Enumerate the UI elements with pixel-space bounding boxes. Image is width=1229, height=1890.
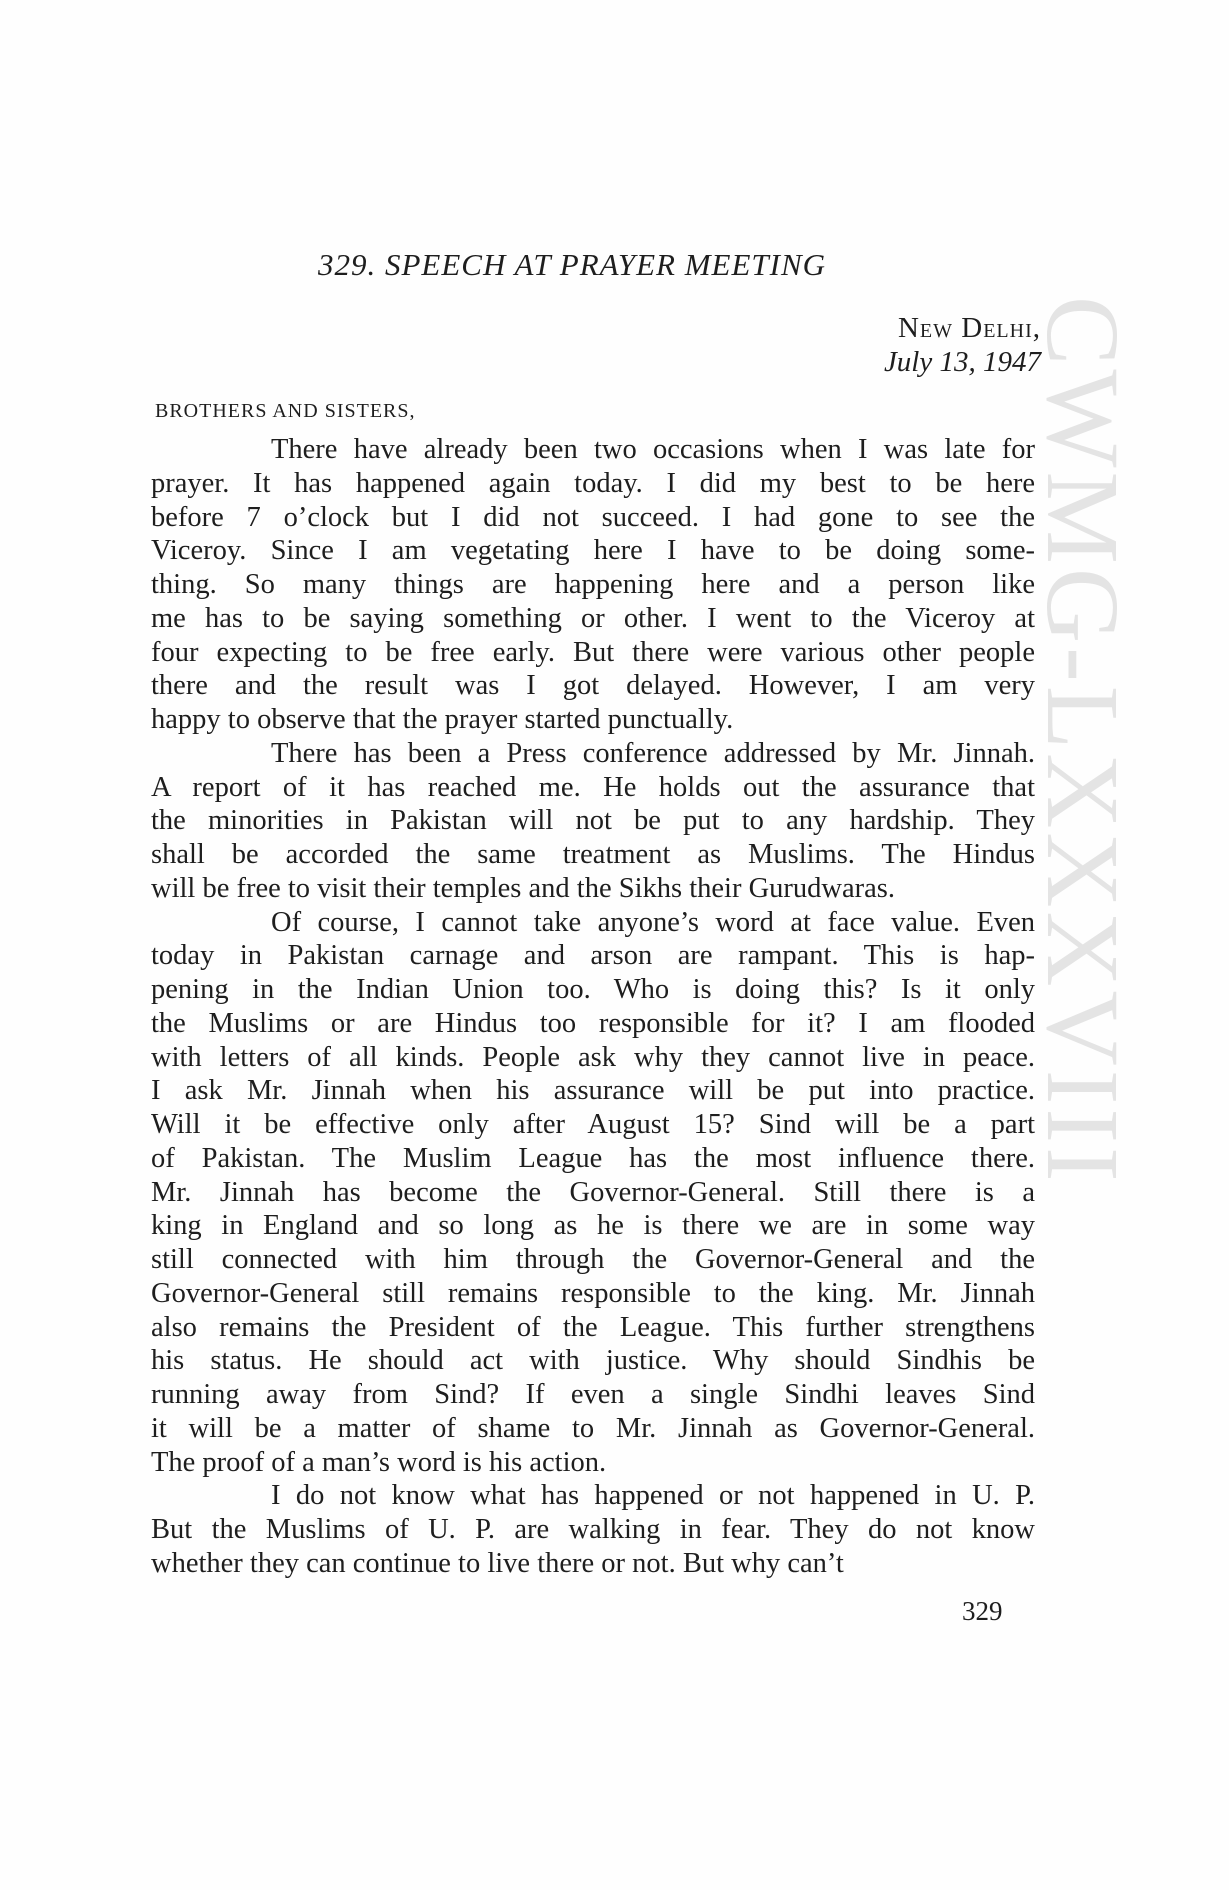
text-line: prayer. It has happened again today. I did my best to be here <box>151 467 1035 499</box>
place-line: New Delhi, <box>897 312 1041 344</box>
paragraph <box>151 906 1035 1480</box>
text-line: pening in the Indian Union too. Who is doing this? Is it only <box>151 974 1035 1005</box>
text-line: Will it be effective only after August 15? Sind will be a part <box>151 1109 1035 1140</box>
page-number: 329 <box>962 1596 1003 1626</box>
text-line: will be free to visit their temples and the Sikhs their Gurudwaras. <box>151 872 895 904</box>
text-line: today in Pakistan carnage and arson are rampant. This is hap- <box>151 940 1035 972</box>
watermark: CWMG-LXXXVIII <box>1025 296 1140 1186</box>
text-line: The proof of a man’s word is his action. <box>151 1446 607 1478</box>
text-line: it will be a matter of shame to Mr. Jinnah as Governor-General. <box>151 1412 1035 1444</box>
salutation: BROTHERS AND SISTERS, <box>155 400 416 422</box>
text-line: still connected with him through the Governor-General and the <box>151 1244 1035 1275</box>
text-line: his status. He should act with justice. Why should Sindhis be <box>151 1345 1035 1377</box>
text-line: thing. So many things are happening here and a person like <box>151 569 1035 600</box>
text-line: But the Muslims of U. P. are walking in fear. They do not know <box>151 1514 1035 1545</box>
text-line: before 7 o’clock but I did not succeed. I had gone to see the <box>151 501 1035 533</box>
paragraph <box>151 737 1035 906</box>
text-line: also remains the President of the League. This further strengthens <box>151 1311 1035 1343</box>
text-line: of Pakistan. The Muslim League has the most influence there. <box>151 1142 1035 1174</box>
text-line: the Muslims or are Hindus too responsible for it? I am flooded <box>151 1007 1035 1039</box>
text-line: happy to observe that the prayer started punctually. <box>151 704 734 735</box>
paragraph <box>151 433 1035 737</box>
text-line: Mr. Jinnah has become the Governor-General. Still there is a <box>151 1176 1035 1208</box>
paragraph <box>151 1479 1035 1580</box>
text-line: four expecting to be free early. But there were various other people <box>151 636 1035 668</box>
date-line: July 13, 1947 <box>883 346 1041 378</box>
text-line: A report of it has reached me. He holds out the assurance that <box>151 771 1035 803</box>
text-line: with letters of all kinds. People ask why they cannot live in peace. <box>151 1041 1035 1073</box>
speech-body <box>151 433 1035 1581</box>
text-line: Governor-General still remains responsible to the king. Mr. Jinnah <box>151 1277 1035 1309</box>
text-line: me has to be saying something or other. I went to the Viceroy at <box>151 602 1035 634</box>
text-line: There has been a Press conference addressed by Mr. Jinnah. <box>271 737 1035 769</box>
text-line: I do not know what has happened or not happened in U. P. <box>271 1480 1035 1512</box>
page-title: 329. SPEECH AT PRAYER MEETING <box>318 247 827 282</box>
text-line: shall be accorded the same treatment as Muslims. The Hindus <box>151 839 1035 870</box>
text-line: Viceroy. Since I am vegetating here I have to be doing some- <box>151 535 1035 567</box>
text-line: There have already been two occasions when I was late for <box>271 434 1035 465</box>
text-line: whether they can continue to live there or not. But why can’t <box>151 1547 844 1579</box>
text-line: I ask Mr. Jinnah when his assurance will be put into practice. <box>151 1075 1035 1107</box>
text-line: the minorities in Pakistan will not be put to any hardship. They <box>151 805 1035 837</box>
text-line: king in England and so long as he is there we are in some way <box>151 1210 1035 1242</box>
text-line: running away from Sind? If even a single Sindhi leaves Sind <box>151 1379 1035 1410</box>
text-line: there and the result was I got delayed. However, I am very <box>151 670 1035 702</box>
text-line: Of course, I cannot take anyone’s word at face value. Even <box>271 906 1035 938</box>
